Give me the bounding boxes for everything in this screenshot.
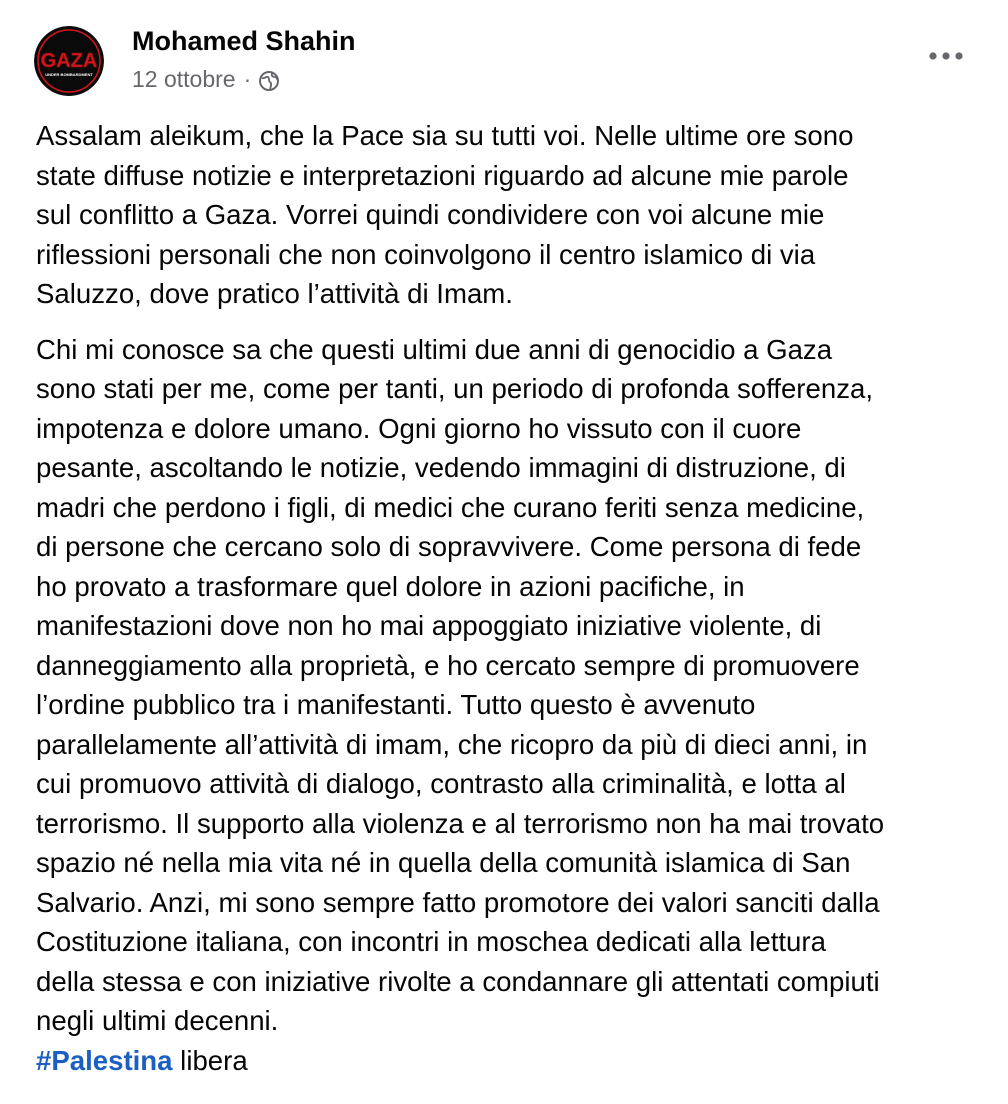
avatar-logo-text: GAZA	[40, 50, 98, 72]
post-meta	[132, 66, 280, 93]
text-line: parallelamente all’attività di imam, che ricopro da più di dieci anni, in	[36, 728, 868, 760]
text-line: Chi mi conosce sa che questi ultimi due anni di genocidio a Gaza	[36, 333, 833, 365]
text-line: madri che perdono i figli, di medici che curano feriti senza medicine,	[36, 491, 865, 523]
hashtag-link[interactable]: #Palestina	[36, 1044, 173, 1076]
post-body	[36, 116, 996, 1080]
text-line: impotenza e dolore umano. Ogni giorno ho vissuto con il cuore	[36, 412, 802, 444]
hashtag-suffix: libera	[172, 1044, 248, 1076]
text-line: di persone che cercano solo di sopravvivere. Come persona di fede	[36, 531, 862, 562]
text-line: della stessa e con iniziative rivolte a condannare gli attentati compiuti	[36, 965, 880, 997]
text-line: Saluzzo, dove pratico l’attività di Imam.	[36, 278, 513, 309]
paragraph-gap	[36, 314, 996, 330]
text-line: terrorismo. Il supporto alla violenza e al terrorismo non ha mai trovato	[36, 807, 885, 839]
text-line: pesante, ascoltando le notizie, vedendo immagini di distruzione, di	[36, 452, 846, 483]
post-date[interactable]: 12 ottobre	[132, 66, 236, 92]
post-paragraph-2	[36, 330, 996, 1041]
post-header	[0, 0, 1008, 110]
text-line: ho provato a trasformare quel dolore in azioni pacifiche, in	[36, 570, 745, 602]
avatar-gaza-logo	[34, 26, 104, 96]
hashtag-line	[36, 1041, 996, 1081]
avatar-logo-subtext: UNDER BOMBARDMENT	[45, 72, 93, 77]
text-line: sono stati per me, come per tanti, un periodo di profonda sofferenza,	[36, 373, 874, 404]
text-line: cui promuovo attività di dialogo, contrasto alla criminalità, e lotta al	[36, 768, 846, 799]
text-line: l’ordine pubblico tra i manifestanti. Tutto questo è avvenuto	[36, 689, 756, 720]
more-options-button[interactable]	[926, 38, 966, 74]
meta-separator: ·	[243, 66, 252, 92]
text-line: state diffuse notizie e interpretazioni riguardo ad alcune mie parole	[36, 159, 849, 191]
text-line: spazio né nella mia vita né in quella della comunità islamica di San	[36, 847, 851, 878]
text-line: sul conflitto a Gaza. Vorrei quindi condividere con voi alcune mie	[36, 199, 825, 230]
avatar[interactable]	[34, 26, 104, 96]
text-line: danneggiamento alla proprietà, e ho cercato sempre di promuovere	[36, 649, 860, 681]
globe-icon[interactable]	[258, 70, 280, 92]
author-name[interactable]: Mohamed Shahin	[132, 26, 356, 56]
text-line: riflessioni personali che non coinvolgono il centro islamico di via	[36, 238, 816, 270]
post-paragraph-1	[36, 116, 996, 314]
text-line: manifestazioni dove non ho mai appoggiato iniziative violente, di	[36, 610, 822, 641]
text-line: Assalam aleikum, che la Pace sia su tutti voi. Nelle ultime ore sono	[36, 120, 854, 151]
text-line: Costituzione italiana, con incontri in moschea dedicati alla lettura	[36, 926, 826, 957]
more-dots-icon	[928, 51, 964, 61]
text-line: negli ultimi decenni.	[36, 1005, 279, 1036]
text-line: Salvario. Anzi, mi sono sempre fatto promotore dei valori sanciti dalla	[36, 886, 880, 918]
